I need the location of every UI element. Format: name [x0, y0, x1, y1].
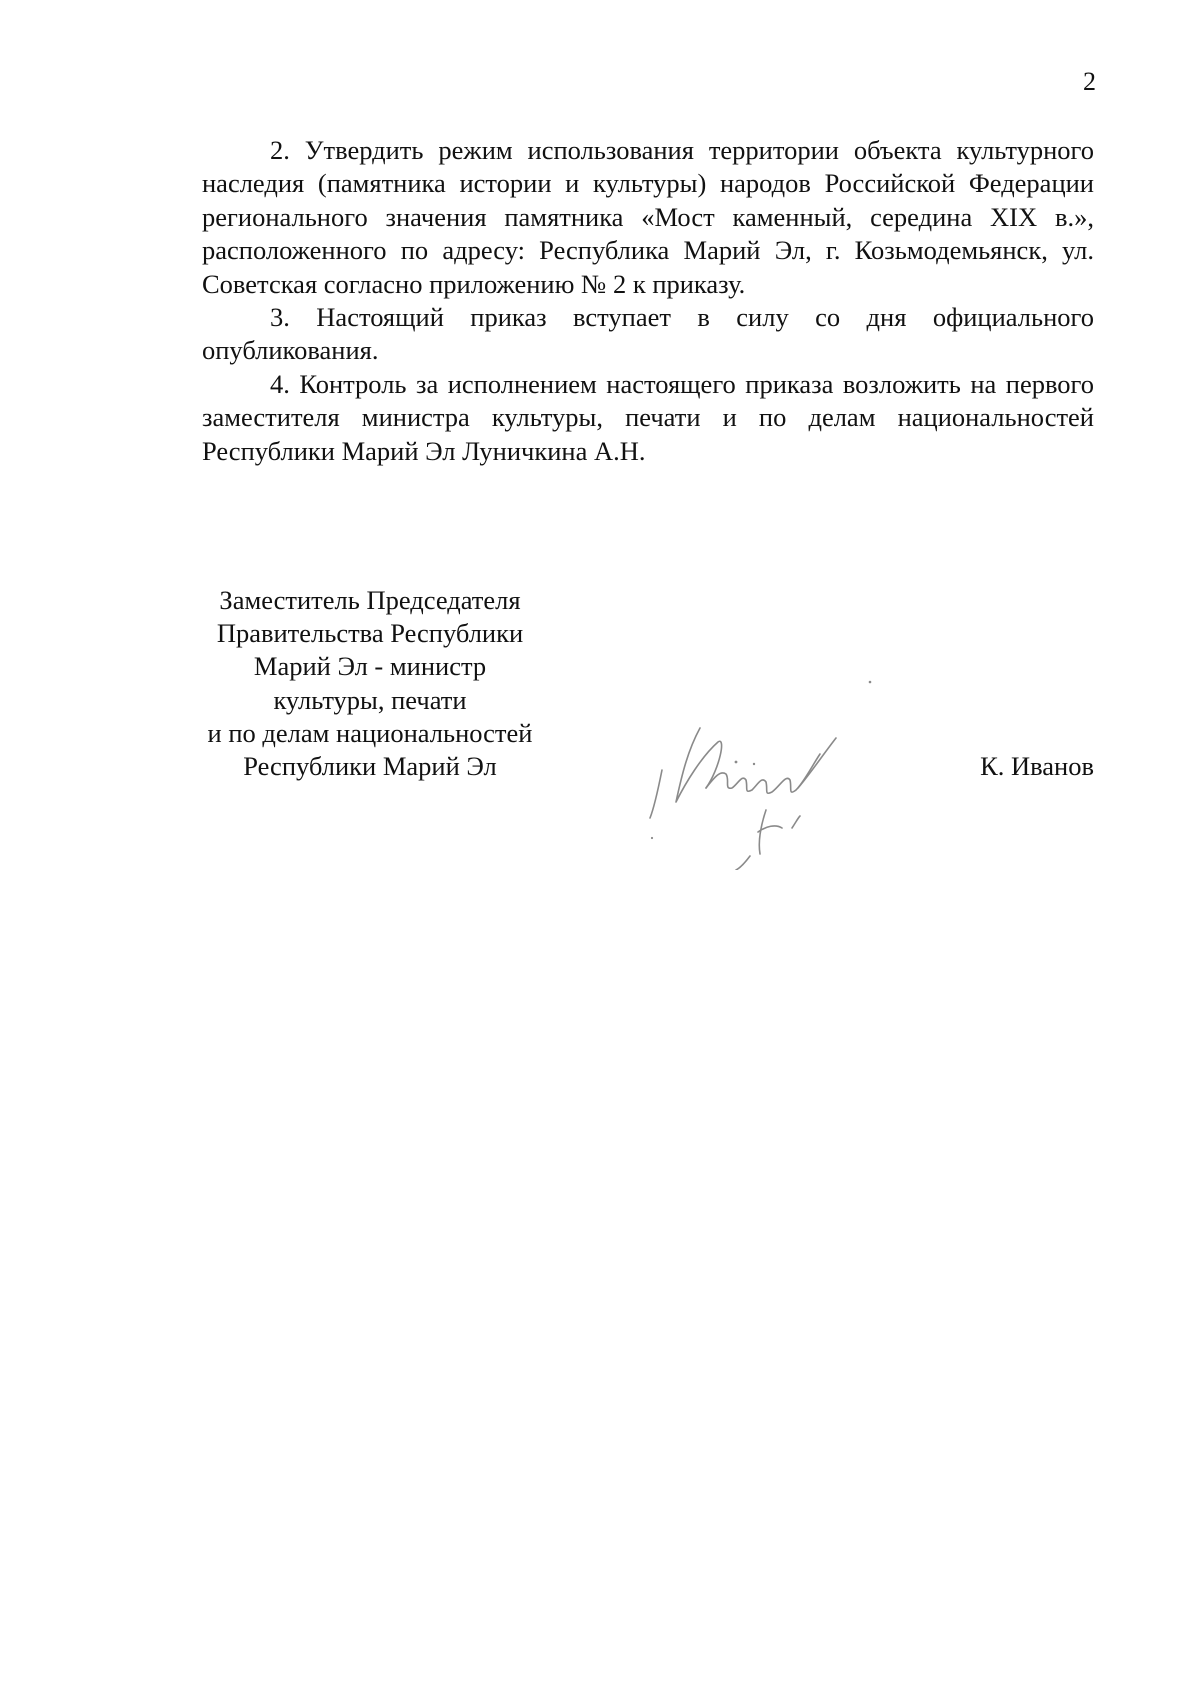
- page-number: 2: [1083, 67, 1096, 96]
- signatory-position-line: Марий Эл - министр: [253, 651, 487, 682]
- signatory-name: К. Иванов: [980, 751, 1094, 781]
- signatory-position-line: Республики Марий Эл: [243, 751, 497, 782]
- order-body: [202, 134, 1094, 468]
- handwritten-signature-icon: [640, 670, 940, 870]
- signatory-position-line: Правительства Республики: [216, 618, 524, 649]
- signatory-position-line: Заместитель Председателя: [219, 585, 521, 615]
- order-paragraph-3: 3. Настоящий приказ вступает в силу со дня официального опубликования.: [202, 302, 1094, 366]
- signatory-position: [190, 584, 550, 783]
- order-paragraph-4: 4. Контроль за исполнением настоящего приказа возложить на первого заместителя министра культуры, печати и по делам национальностей Республики Марий Эл Луничкина А.Н.: [202, 368, 1094, 466]
- signatory-position-line: и по делам национальностей: [207, 717, 533, 748]
- order-paragraph-2: 2. Утвердить режим использования территории объекта культурного наследия (памятника истории и культуры) народов Российской Федерации регионального значения памятника «Мост каменный, середина XIX в.», расположенного по адресу: Республика Марий Эл, г. Козьмодемьянск, ул. Советская согласно приложению № 2 к приказу.: [202, 135, 1094, 299]
- signatory-position-line: культуры, печати: [273, 684, 467, 715]
